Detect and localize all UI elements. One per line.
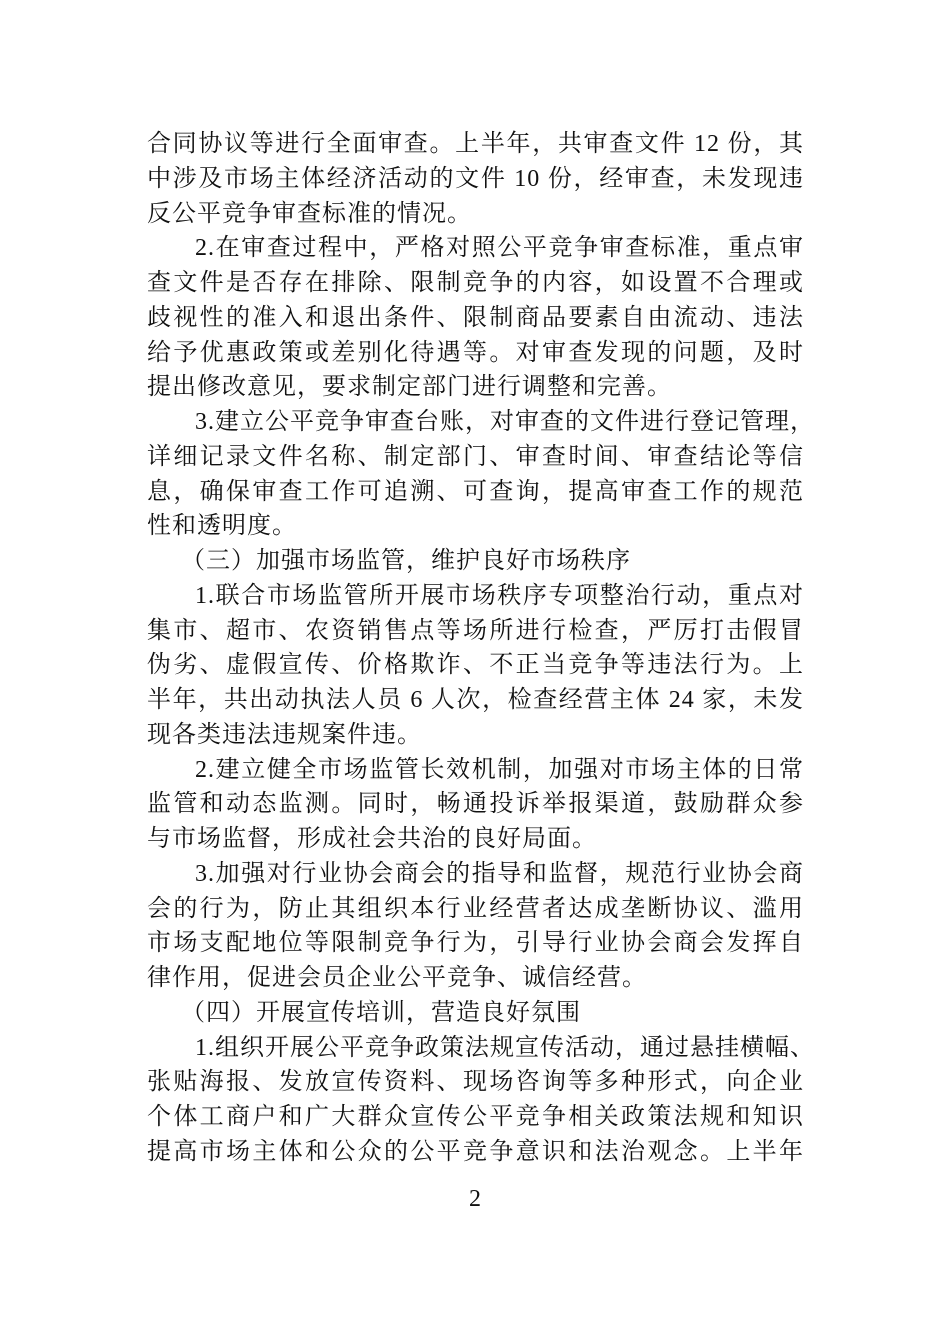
text-line: 歧视性的准入和退出条件、限制商品要素自由流动、违法 (147, 304, 804, 331)
text-line: 监管和动态监测。同时，畅通投诉举报渠道，鼓励群众参 (147, 791, 804, 818)
paragraph (147, 127, 804, 231)
paragraph (147, 753, 804, 857)
text-line: 提高市场主体和公众的公平竞争意识和法治观念。上半年 (147, 1138, 804, 1165)
text-line: 中涉及市场主体经济活动的文件 10 份，经审查，未发现违 (147, 165, 804, 192)
text-line: 会的行为，防止其组织本行业经营者达成垄断协议、滥用 (147, 895, 804, 922)
text-line: 2.在审查过程中，严格对照公平竞争审查标准，重点审 (195, 235, 804, 262)
text-line: 性和透明度。 (147, 513, 297, 540)
paragraph (147, 579, 804, 753)
paragraph (147, 405, 815, 544)
text-line: 详细记录文件名称、制定部门、审查时间、审查结论等信 (147, 443, 804, 470)
text-line: 律作用，促进会员企业公平竞争、诚信经营。 (147, 965, 647, 991)
text-line: 集市、超市、农资销售点等场所进行检查，严厉打击假冒 (147, 617, 804, 644)
text-line: （三）加强市场监管，维护良好市场秩序 (181, 548, 631, 574)
paragraph (147, 1031, 815, 1170)
text-line: 反公平竞争审查标准的情况。 (147, 200, 472, 227)
document-body (147, 127, 815, 1170)
text-line: 个体工商户和广大群众宣传公平竞争相关政策法规和知识 (147, 1104, 804, 1130)
text-line: 1.联合市场监管所开展市场秩序专项整治行动，重点对 (195, 582, 804, 609)
text-line: 3.加强对行业协会商会的指导和监督，规范行业协会商 (195, 860, 804, 887)
text-line: 2.建立健全市场监管长效机制，加强对市场主体的日常 (195, 756, 804, 783)
text-line: （四）开展宣传培训，营造良好氛围 (181, 999, 581, 1026)
text-line: 半年，共出动执法人员 6 人次，检查经营主体 24 家，未发 (147, 687, 804, 713)
text-line: 1.组织开展公平竞争政策法规宣传活动，通过悬挂横幅、 (195, 1034, 815, 1061)
text-line: 提出修改意见，要求制定部门进行调整和完善。 (147, 374, 672, 401)
text-line: 现各类违法违规案件违。 (147, 721, 422, 748)
text-line: 市场支配地位等限制竞争行为，引导行业协会商会发挥自 (147, 930, 804, 957)
text-line: 与市场监督，形成社会共治的良好局面。 (147, 826, 597, 852)
text-line: 合同协议等进行全面审查。上半年，共审查文件 12 份，其 (147, 131, 804, 157)
text-line: 息，确保审查工作可追溯、可查询，提高审查工作的规范 (147, 478, 804, 505)
text-line: 给予优惠政策或差别化待遇等。对审查发现的问题，及时 (147, 339, 804, 366)
section-heading (147, 544, 804, 579)
text-line: 张贴海报、发放宣传资料、现场咨询等多种形式，向企业 (147, 1069, 804, 1096)
paragraph (147, 857, 804, 996)
page-number: 2 (469, 1186, 481, 1212)
text-line: 伪劣、虚假宣传、价格欺诈、不正当竞争等违法行为。上 (147, 652, 804, 679)
text-line: 3.建立公平竞争审查台账，对审查的文件进行登记管理， (195, 409, 815, 435)
paragraph (147, 231, 804, 405)
text-line: 查文件是否存在排除、限制竞争的内容，如设置不合理或 (147, 270, 804, 296)
section-heading (147, 996, 804, 1031)
